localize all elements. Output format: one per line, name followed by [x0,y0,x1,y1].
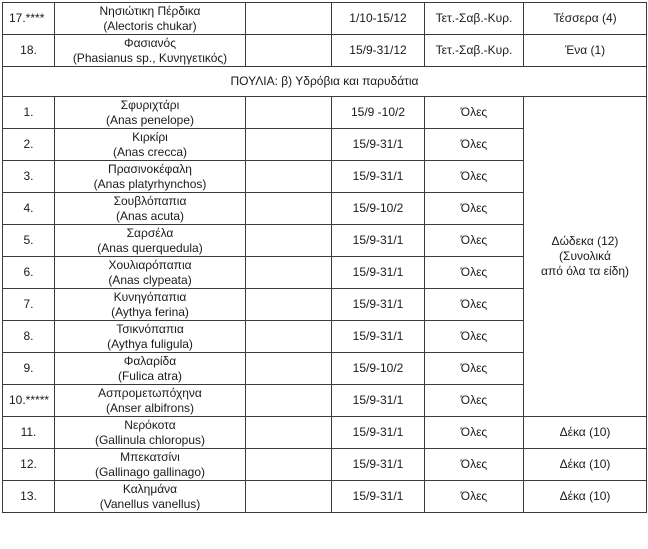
empty-cell [246,225,332,257]
bag-limit: Τέσσερα (4) [524,3,647,35]
empty-cell [246,3,332,35]
species-scientific-name: (Aythya ferina) [111,304,189,319]
species-cell [55,3,246,35]
species-cell [55,97,246,129]
row-number: 3. [3,161,55,193]
species-name: Τσικνόπαπια [116,321,184,336]
empty-cell [246,449,332,481]
species-name: Χουλιαρόπαπια [108,257,192,272]
species-cell [55,417,246,449]
bag-limit: Δέκα (10) [524,449,647,481]
hunting-period: 15/9-31/1 [332,449,425,481]
hunting-period: 15/9-31/1 [332,481,425,513]
species-name: Φαλαρίδα [123,353,177,368]
species-cell [55,321,246,353]
hunting-days: Όλες [425,353,524,385]
species-cell [55,35,246,67]
table-row [3,97,647,129]
hunting-days: Όλες [425,449,524,481]
empty-cell [246,129,332,161]
hunting-days: Όλες [425,321,524,353]
empty-cell [246,161,332,193]
hunting-regulations-table [2,2,647,513]
row-number: 12. [3,449,55,481]
empty-cell [246,353,332,385]
species-name: Μπεκατσίνι [120,449,180,464]
hunting-period: 15/9-31/1 [332,321,425,353]
species-scientific-name: (Gallinula chloropus) [94,432,206,447]
species-name: Σφυριχτάρι [120,97,180,112]
hunting-period: 15/9-10/2 [332,353,425,385]
hunting-period: 15/9-31/12 [332,35,425,67]
row-number: 8. [3,321,55,353]
row-number: 13. [3,481,55,513]
group-limit-line: (Συνολικά [559,249,611,263]
species-scientific-name: (Gallinago gallinago) [94,464,206,479]
hunting-period: 1/10-15/12 [332,3,425,35]
group-bag-limit [524,97,647,417]
hunting-days: Όλες [425,161,524,193]
species-cell [55,129,246,161]
hunting-days: Όλες [425,417,524,449]
species-scientific-name: (Phasianus sp., Κυνηγετικός) [72,50,228,65]
hunting-period: 15/9 -10/2 [332,97,425,129]
table-row [3,481,647,513]
species-cell [55,481,246,513]
hunting-period: 15/9-31/1 [332,225,425,257]
hunting-days: Όλες [425,193,524,225]
row-number: 11. [3,417,55,449]
species-name: Νερόκοτα [124,417,176,432]
species-cell [55,193,246,225]
hunting-period: 15/9-10/2 [332,193,425,225]
section-title: ΠΟΥΛΙΑ: β) Υδρόβια και παρυδάτια [3,67,647,97]
species-name: Πρασινοκέφαλη [108,161,192,176]
empty-cell [246,417,332,449]
table-row [3,3,647,35]
hunting-period: 15/9-31/1 [332,161,425,193]
hunting-period: 15/9-31/1 [332,257,425,289]
hunting-days: Τετ.-Σαβ.-Κυρ. [425,3,524,35]
species-cell [55,289,246,321]
species-scientific-name: (Anas penelope) [105,112,195,127]
row-number: 2. [3,129,55,161]
species-cell [55,353,246,385]
row-number: 17.**** [3,3,55,35]
species-name: Κιρκίρι [132,129,168,144]
hunting-days: Όλες [425,225,524,257]
species-scientific-name: (Anas platyrhynchos) [93,176,207,191]
species-cell [55,161,246,193]
empty-cell [246,193,332,225]
row-number: 4. [3,193,55,225]
hunting-days: Όλες [425,257,524,289]
species-scientific-name: (Anas acuta) [115,208,185,223]
table-row [3,449,647,481]
empty-cell [246,35,332,67]
hunting-days: Όλες [425,97,524,129]
row-number: 9. [3,353,55,385]
hunting-days: Όλες [425,129,524,161]
bag-limit: Δέκα (10) [524,481,647,513]
species-name: Φασιανός [124,35,176,50]
hunting-period: 15/9-31/1 [332,129,425,161]
row-number: 18. [3,35,55,67]
species-scientific-name: (Fulica atra) [117,368,182,383]
hunting-days: Τετ.-Σαβ.-Κυρ. [425,35,524,67]
bag-limit: Δέκα (10) [524,417,647,449]
table-row [3,35,647,67]
species-cell [55,385,246,417]
species-cell [55,257,246,289]
table-row [3,417,647,449]
species-scientific-name: (Alectoris chukar) [103,18,197,33]
empty-cell [246,289,332,321]
species-scientific-name: (Anser albifrons) [105,400,195,415]
row-number: 5. [3,225,55,257]
species-name: Νησιώτικη Πέρδικα [99,3,201,18]
bag-limit: Ένα (1) [524,35,647,67]
species-scientific-name: (Anas querquedula) [97,240,203,255]
species-name: Κυνηγόπαπια [113,289,187,304]
empty-cell [246,385,332,417]
hunting-period: 15/9-31/1 [332,417,425,449]
hunting-period: 15/9-31/1 [332,385,425,417]
species-scientific-name: (Anas clypeata) [108,272,192,287]
row-number: 7. [3,289,55,321]
species-cell [55,225,246,257]
species-scientific-name: (Anas crecca) [112,144,188,159]
species-name: Σαρσέλα [126,225,174,240]
empty-cell [246,321,332,353]
row-number: 10.***** [3,385,55,417]
species-name: Ασπρομετωπόχηνα [98,385,202,400]
species-scientific-name: (Vanellus vanellus) [99,496,201,511]
hunting-days: Όλες [425,481,524,513]
row-number: 6. [3,257,55,289]
group-limit-line: Δώδεκα (12) [551,234,619,248]
empty-cell [246,97,332,129]
species-name: Σουβλόπαπια [113,193,187,208]
row-number: 1. [3,97,55,129]
empty-cell [246,257,332,289]
hunting-period: 15/9-31/1 [332,289,425,321]
group-limit-line: από όλα τα είδη) [541,264,629,278]
species-name: Καλημάνα [122,481,178,496]
species-cell [55,449,246,481]
hunting-days: Όλες [425,289,524,321]
species-scientific-name: (Aythya fuligula) [107,336,193,351]
hunting-days: Όλες [425,385,524,417]
section-header-row [3,67,647,97]
empty-cell [246,481,332,513]
